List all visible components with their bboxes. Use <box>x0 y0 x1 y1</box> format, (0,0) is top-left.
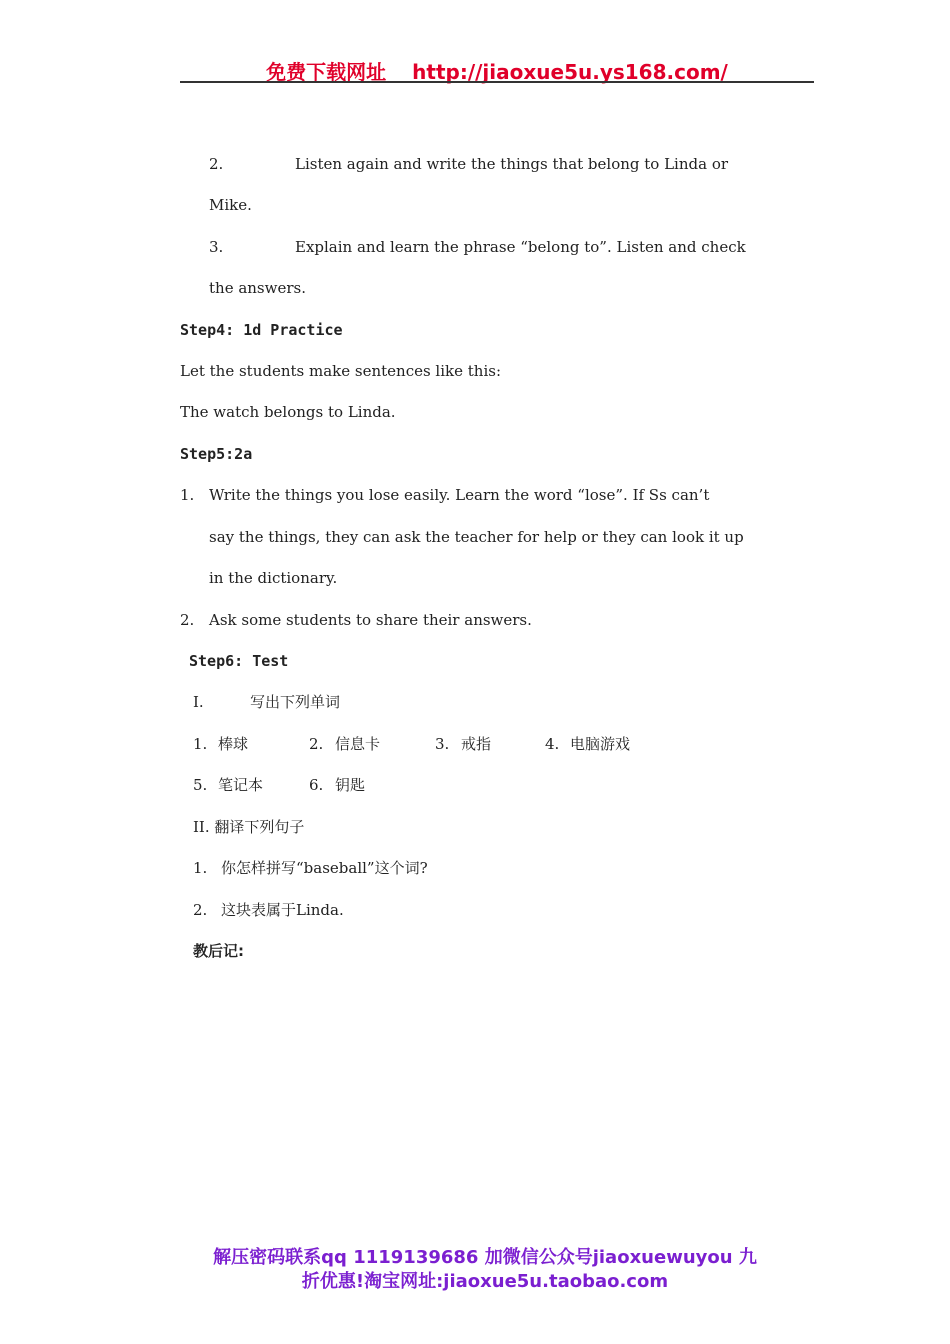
section-1-title: 写出下列单词 <box>250 693 341 711</box>
word-6: 钥匙 <box>335 776 366 794</box>
header-url-link[interactable]: http://jiaoxue5u.ys168.com/ <box>412 60 728 84</box>
word-5-number: 5. <box>193 776 208 794</box>
item-2-text: Listen again and write the things that belong to Linda or <box>295 155 729 173</box>
step4-line-2: The watch belongs to Linda. <box>180 403 396 421</box>
word-4-number: 4. <box>545 735 560 753</box>
item-2-number: 2. <box>209 155 224 173</box>
word-1-number: 1. <box>193 735 208 753</box>
item-3-text: Explain and learn the phrase “belong to”. Listen and check <box>295 238 746 256</box>
item-3-number: 3. <box>209 238 224 256</box>
step5-item-1-continuation-1: say the things, they can ask the teacher for help or they can look it up <box>209 528 744 546</box>
word-1: 棒球 <box>218 735 249 753</box>
step5-item-1-text: Write the things you lose easily. Learn the word “lose”. If Ss can’t <box>209 486 710 504</box>
word-3-number: 3. <box>435 735 450 753</box>
footer-line-1: 解压密码联系qq 1119139686 加微信公众号jiaoxuewuyou 九 <box>213 1247 757 1268</box>
word-4: 电脑游戏 <box>570 735 631 753</box>
section-2-title: II. 翻译下列句子 <box>193 818 305 836</box>
word-3: 戒指 <box>461 735 492 753</box>
section-1-number: I. <box>193 693 204 711</box>
sentence-1-number: 1. <box>193 859 208 877</box>
step5-item-2-text: Ask some students to share their answers. <box>209 611 532 629</box>
header-label: 免费下载网址 <box>266 60 387 84</box>
word-2: 信息卡 <box>335 735 381 753</box>
word-6-number: 6. <box>309 776 324 794</box>
sentence-1: 你怎样拼写“baseball”这个词? <box>221 859 428 877</box>
step4-line-1: Let the students make sentences like this: <box>180 362 501 380</box>
item-2-continuation: Mike. <box>209 196 252 214</box>
sentence-2: 这块表属于Linda. <box>221 901 344 919</box>
step4-heading: Step4: 1d Practice <box>180 321 343 339</box>
item-3-continuation: the answers. <box>209 279 306 297</box>
word-2-number: 2. <box>309 735 324 753</box>
sentence-2-number: 2. <box>193 901 208 919</box>
step5-item-1-continuation-2: in the dictionary. <box>209 569 338 587</box>
teaching-notes-label: 教后记: <box>193 942 244 960</box>
step6-heading: Step6: Test <box>189 652 289 670</box>
header-divider <box>180 81 814 83</box>
step5-item-1-number: 1. <box>180 486 195 504</box>
footer-line-2: 折优惠!淘宝网址:jiaoxue5u.taobao.com <box>301 1271 669 1292</box>
step5-heading: Step5:2a <box>180 445 253 463</box>
step5-item-2-number: 2. <box>180 611 195 629</box>
word-5: 笔记本 <box>218 776 264 794</box>
